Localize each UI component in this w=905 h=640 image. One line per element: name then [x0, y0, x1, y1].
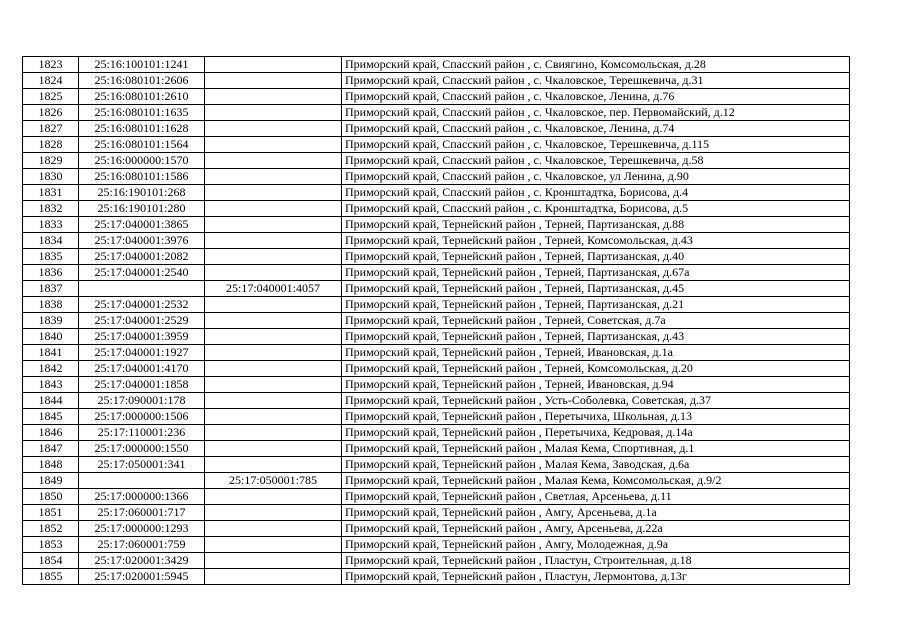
table-row	[23, 89, 850, 105]
row-number-cell: 1826	[23, 105, 79, 121]
table-row	[23, 377, 850, 393]
address-cell: Приморский край, Тернейский район , Амгу, Арсеньева, д.22а	[342, 521, 850, 537]
cadastral-number-cell: 25:17:040001:1858	[79, 377, 205, 393]
address-cell: Приморский край, Тернейский район , Амгу, Арсеньева, д.1а	[342, 505, 850, 521]
row-number-cell: 1847	[23, 441, 79, 457]
table-row	[23, 489, 850, 505]
cadastral-number-cell: 25:16:080101:1586	[79, 169, 205, 185]
address-cell: Приморский край, Тернейский район , Усть-Соболевка, Советская, д.37	[342, 393, 850, 409]
cadastral-number-cell: 25:16:080101:1635	[79, 105, 205, 121]
row-number-cell: 1825	[23, 89, 79, 105]
row-number-cell: 1838	[23, 297, 79, 313]
cadastral-number-alt-cell	[205, 105, 342, 121]
row-number-cell: 1832	[23, 201, 79, 217]
address-cell: Приморский край, Тернейский район , Малая Кема, Комсомольская, д.9/2	[342, 473, 850, 489]
address-cell: Приморский край, Спасский район , с. Чкаловское, Ленина, д.76	[342, 89, 850, 105]
cadastral-number-alt-cell	[205, 217, 342, 233]
cadastral-number-alt-cell	[205, 201, 342, 217]
row-number-cell: 1830	[23, 169, 79, 185]
table-row	[23, 457, 850, 473]
cadastral-number-alt-cell	[205, 73, 342, 89]
address-cell: Приморский край, Тернейский район , Пластун, Лермонтова, д.13г	[342, 569, 850, 585]
address-cell: Приморский край, Тернейский район , Терней, Советская, д.7а	[342, 313, 850, 329]
table-row	[23, 73, 850, 89]
address-cell: Приморский край, Спасский район , с. Чкаловское, ул Ленина, д.90	[342, 169, 850, 185]
cadastral-number-cell: 25:17:040001:2529	[79, 313, 205, 329]
cadastral-number-cell: 25:17:050001:341	[79, 457, 205, 473]
cadastral-number-alt-cell	[205, 57, 342, 73]
cadastral-number-alt-cell	[205, 329, 342, 345]
cadastral-number-alt-cell	[205, 441, 342, 457]
cadastral-number-alt-cell	[205, 313, 342, 329]
table-row	[23, 521, 850, 537]
table-row	[23, 569, 850, 585]
cadastral-number-alt-cell: 25:17:040001:4057	[205, 281, 342, 297]
cadastral-number-cell: 25:17:040001:2082	[79, 249, 205, 265]
row-number-cell: 1846	[23, 425, 79, 441]
row-number-cell: 1840	[23, 329, 79, 345]
cadastral-number-alt-cell	[205, 377, 342, 393]
cadastral-number-alt-cell: 25:17:050001:785	[205, 473, 342, 489]
row-number-cell: 1852	[23, 521, 79, 537]
table-row	[23, 249, 850, 265]
address-cell: Приморский край, Тернейский район , Перетычиха, Школьная, д.13	[342, 409, 850, 425]
address-cell: Приморский край, Спасский район , с. Чкаловское, Терешкевича, д.115	[342, 137, 850, 153]
cadastral-number-cell: 25:17:040001:4170	[79, 361, 205, 377]
cadastral-number-cell: 25:17:040001:2532	[79, 297, 205, 313]
address-cell: Приморский край, Тернейский район , Амгу, Молодежная, д.9а	[342, 537, 850, 553]
table-row	[23, 361, 850, 377]
cadastral-number-cell: 25:17:000000:1366	[79, 489, 205, 505]
row-number-cell: 1823	[23, 57, 79, 73]
address-cell: Приморский край, Тернейский район , Терней, Партизанская, д.43	[342, 329, 850, 345]
table-row	[23, 393, 850, 409]
table-row	[23, 553, 850, 569]
cadastral-number-cell: 25:17:000000:1293	[79, 521, 205, 537]
cadastral-number-alt-cell	[205, 169, 342, 185]
row-number-cell: 1850	[23, 489, 79, 505]
row-number-cell: 1824	[23, 73, 79, 89]
row-number-cell: 1836	[23, 265, 79, 281]
cadastral-number-alt-cell	[205, 489, 342, 505]
cadastral-number-cell: 25:16:080101:2606	[79, 73, 205, 89]
address-cell: Приморский край, Спасский район , с. Чкаловское, пер. Первомайский, д.12	[342, 105, 850, 121]
address-cell: Приморский край, Спасский район , с. Свиягино, Комсомольская, д.28	[342, 57, 850, 73]
cadastral-number-cell: 25:17:060001:717	[79, 505, 205, 521]
address-cell: Приморский край, Тернейский район , Перетычиха, Кедровая, д.14а	[342, 425, 850, 441]
row-number-cell: 1843	[23, 377, 79, 393]
cadastral-number-alt-cell	[205, 393, 342, 409]
cadastral-number-cell	[79, 281, 205, 297]
address-cell: Приморский край, Спасский район , с. Чкаловское, Терешкевича, д.31	[342, 73, 850, 89]
address-cell: Приморский край, Тернейский район , Терней, Партизанская, д.45	[342, 281, 850, 297]
cadastral-number-alt-cell	[205, 249, 342, 265]
address-cell: Приморский край, Тернейский район , Терней, Ивановская, д.1а	[342, 345, 850, 361]
cadastral-number-alt-cell	[205, 409, 342, 425]
table-row	[23, 505, 850, 521]
row-number-cell: 1839	[23, 313, 79, 329]
table-row	[23, 105, 850, 121]
address-cell: Приморский край, Тернейский район , Малая Кема, Спортивная, д.1	[342, 441, 850, 457]
table-row	[23, 297, 850, 313]
cadastral-number-alt-cell	[205, 185, 342, 201]
table-row	[23, 217, 850, 233]
cadastral-number-alt-cell	[205, 137, 342, 153]
table-row	[23, 425, 850, 441]
table-row	[23, 441, 850, 457]
row-number-cell: 1827	[23, 121, 79, 137]
cadastral-number-cell: 25:17:040001:3959	[79, 329, 205, 345]
cadastral-number-cell: 25:17:090001:178	[79, 393, 205, 409]
address-cell: Приморский край, Спасский район , с. Чкаловское, Ленина, д.74	[342, 121, 850, 137]
cadastral-number-alt-cell	[205, 89, 342, 105]
cadastral-number-alt-cell	[205, 457, 342, 473]
cadastral-number-cell: 25:16:000000:1570	[79, 153, 205, 169]
table-row	[23, 185, 850, 201]
cadastral-number-cell: 25:17:040001:3865	[79, 217, 205, 233]
registry-table	[22, 56, 850, 585]
address-cell: Приморский край, Тернейский район , Светлая, Арсеньева, д.11	[342, 489, 850, 505]
cadastral-number-alt-cell	[205, 121, 342, 137]
address-cell: Приморский край, Тернейский район , Терней, Комсомольская, д.20	[342, 361, 850, 377]
cadastral-number-cell: 25:16:190101:280	[79, 201, 205, 217]
cadastral-number-cell: 25:16:100101:1241	[79, 57, 205, 73]
cadastral-number-cell: 25:16:080101:2610	[79, 89, 205, 105]
cadastral-number-cell: 25:17:000000:1550	[79, 441, 205, 457]
row-number-cell: 1853	[23, 537, 79, 553]
cadastral-number-cell: 25:17:020001:3429	[79, 553, 205, 569]
cadastral-number-cell: 25:17:110001:236	[79, 425, 205, 441]
row-number-cell: 1854	[23, 553, 79, 569]
table-row	[23, 57, 850, 73]
cadastral-number-alt-cell	[205, 553, 342, 569]
address-cell: Приморский край, Тернейский район , Малая Кема, Заводская, д.6а	[342, 457, 850, 473]
address-cell: Приморский край, Тернейский район , Пластун, Строительная, д.18	[342, 553, 850, 569]
address-cell: Приморский край, Тернейский район , Терней, Партизанская, д.88	[342, 217, 850, 233]
table-row	[23, 233, 850, 249]
table-row	[23, 409, 850, 425]
table-row	[23, 153, 850, 169]
row-number-cell: 1855	[23, 569, 79, 585]
table-row	[23, 537, 850, 553]
cadastral-number-alt-cell	[205, 569, 342, 585]
cadastral-number-cell: 25:16:080101:1564	[79, 137, 205, 153]
row-number-cell: 1828	[23, 137, 79, 153]
row-number-cell: 1829	[23, 153, 79, 169]
address-cell: Приморский край, Тернейский район , Терней, Партизанская, д.67а	[342, 265, 850, 281]
row-number-cell: 1831	[23, 185, 79, 201]
row-number-cell: 1835	[23, 249, 79, 265]
cadastral-number-cell: 25:17:040001:1927	[79, 345, 205, 361]
cadastral-number-alt-cell	[205, 153, 342, 169]
cadastral-number-cell: 25:17:060001:759	[79, 537, 205, 553]
row-number-cell: 1845	[23, 409, 79, 425]
cadastral-number-alt-cell	[205, 345, 342, 361]
table-row	[23, 121, 850, 137]
cadastral-number-cell: 25:16:080101:1628	[79, 121, 205, 137]
cadastral-number-cell: 25:17:000000:1506	[79, 409, 205, 425]
cadastral-number-alt-cell	[205, 265, 342, 281]
cadastral-number-alt-cell	[205, 537, 342, 553]
row-number-cell: 1841	[23, 345, 79, 361]
cadastral-number-cell: 25:17:040001:2540	[79, 265, 205, 281]
row-number-cell: 1834	[23, 233, 79, 249]
address-cell: Приморский край, Спасский район , с. Кронштадтка, Борисова, д.5	[342, 201, 850, 217]
address-cell: Приморский край, Тернейский район , Терней, Ивановская, д.94	[342, 377, 850, 393]
address-cell: Приморский край, Тернейский район , Терней, Партизанская, д.21	[342, 297, 850, 313]
row-number-cell: 1849	[23, 473, 79, 489]
row-number-cell: 1837	[23, 281, 79, 297]
table-row	[23, 329, 850, 345]
registry-table-body	[23, 57, 850, 585]
row-number-cell: 1842	[23, 361, 79, 377]
address-cell: Приморский край, Спасский район , с. Чкаловское, Терешкевича, д.58	[342, 153, 850, 169]
cadastral-number-alt-cell	[205, 233, 342, 249]
cadastral-number-alt-cell	[205, 505, 342, 521]
row-number-cell: 1833	[23, 217, 79, 233]
table-row	[23, 137, 850, 153]
cadastral-number-cell	[79, 473, 205, 489]
table-row	[23, 201, 850, 217]
cadastral-number-alt-cell	[205, 297, 342, 313]
table-row	[23, 265, 850, 281]
table-row	[23, 313, 850, 329]
row-number-cell: 1844	[23, 393, 79, 409]
cadastral-number-cell: 25:17:020001:5945	[79, 569, 205, 585]
table-row	[23, 345, 850, 361]
cadastral-number-alt-cell	[205, 425, 342, 441]
row-number-cell: 1848	[23, 457, 79, 473]
cadastral-number-cell: 25:17:040001:3976	[79, 233, 205, 249]
address-cell: Приморский край, Спасский район , с. Кронштадтка, Борисова, д.4	[342, 185, 850, 201]
cadastral-number-alt-cell	[205, 521, 342, 537]
address-cell: Приморский край, Тернейский район , Терней, Партизанская, д.40	[342, 249, 850, 265]
cadastral-number-alt-cell	[205, 361, 342, 377]
row-number-cell: 1851	[23, 505, 79, 521]
address-cell: Приморский край, Тернейский район , Терней, Комсомольская, д.43	[342, 233, 850, 249]
table-row	[23, 281, 850, 297]
table-row	[23, 473, 850, 489]
cadastral-number-cell: 25:16:190101:268	[79, 185, 205, 201]
table-row	[23, 169, 850, 185]
